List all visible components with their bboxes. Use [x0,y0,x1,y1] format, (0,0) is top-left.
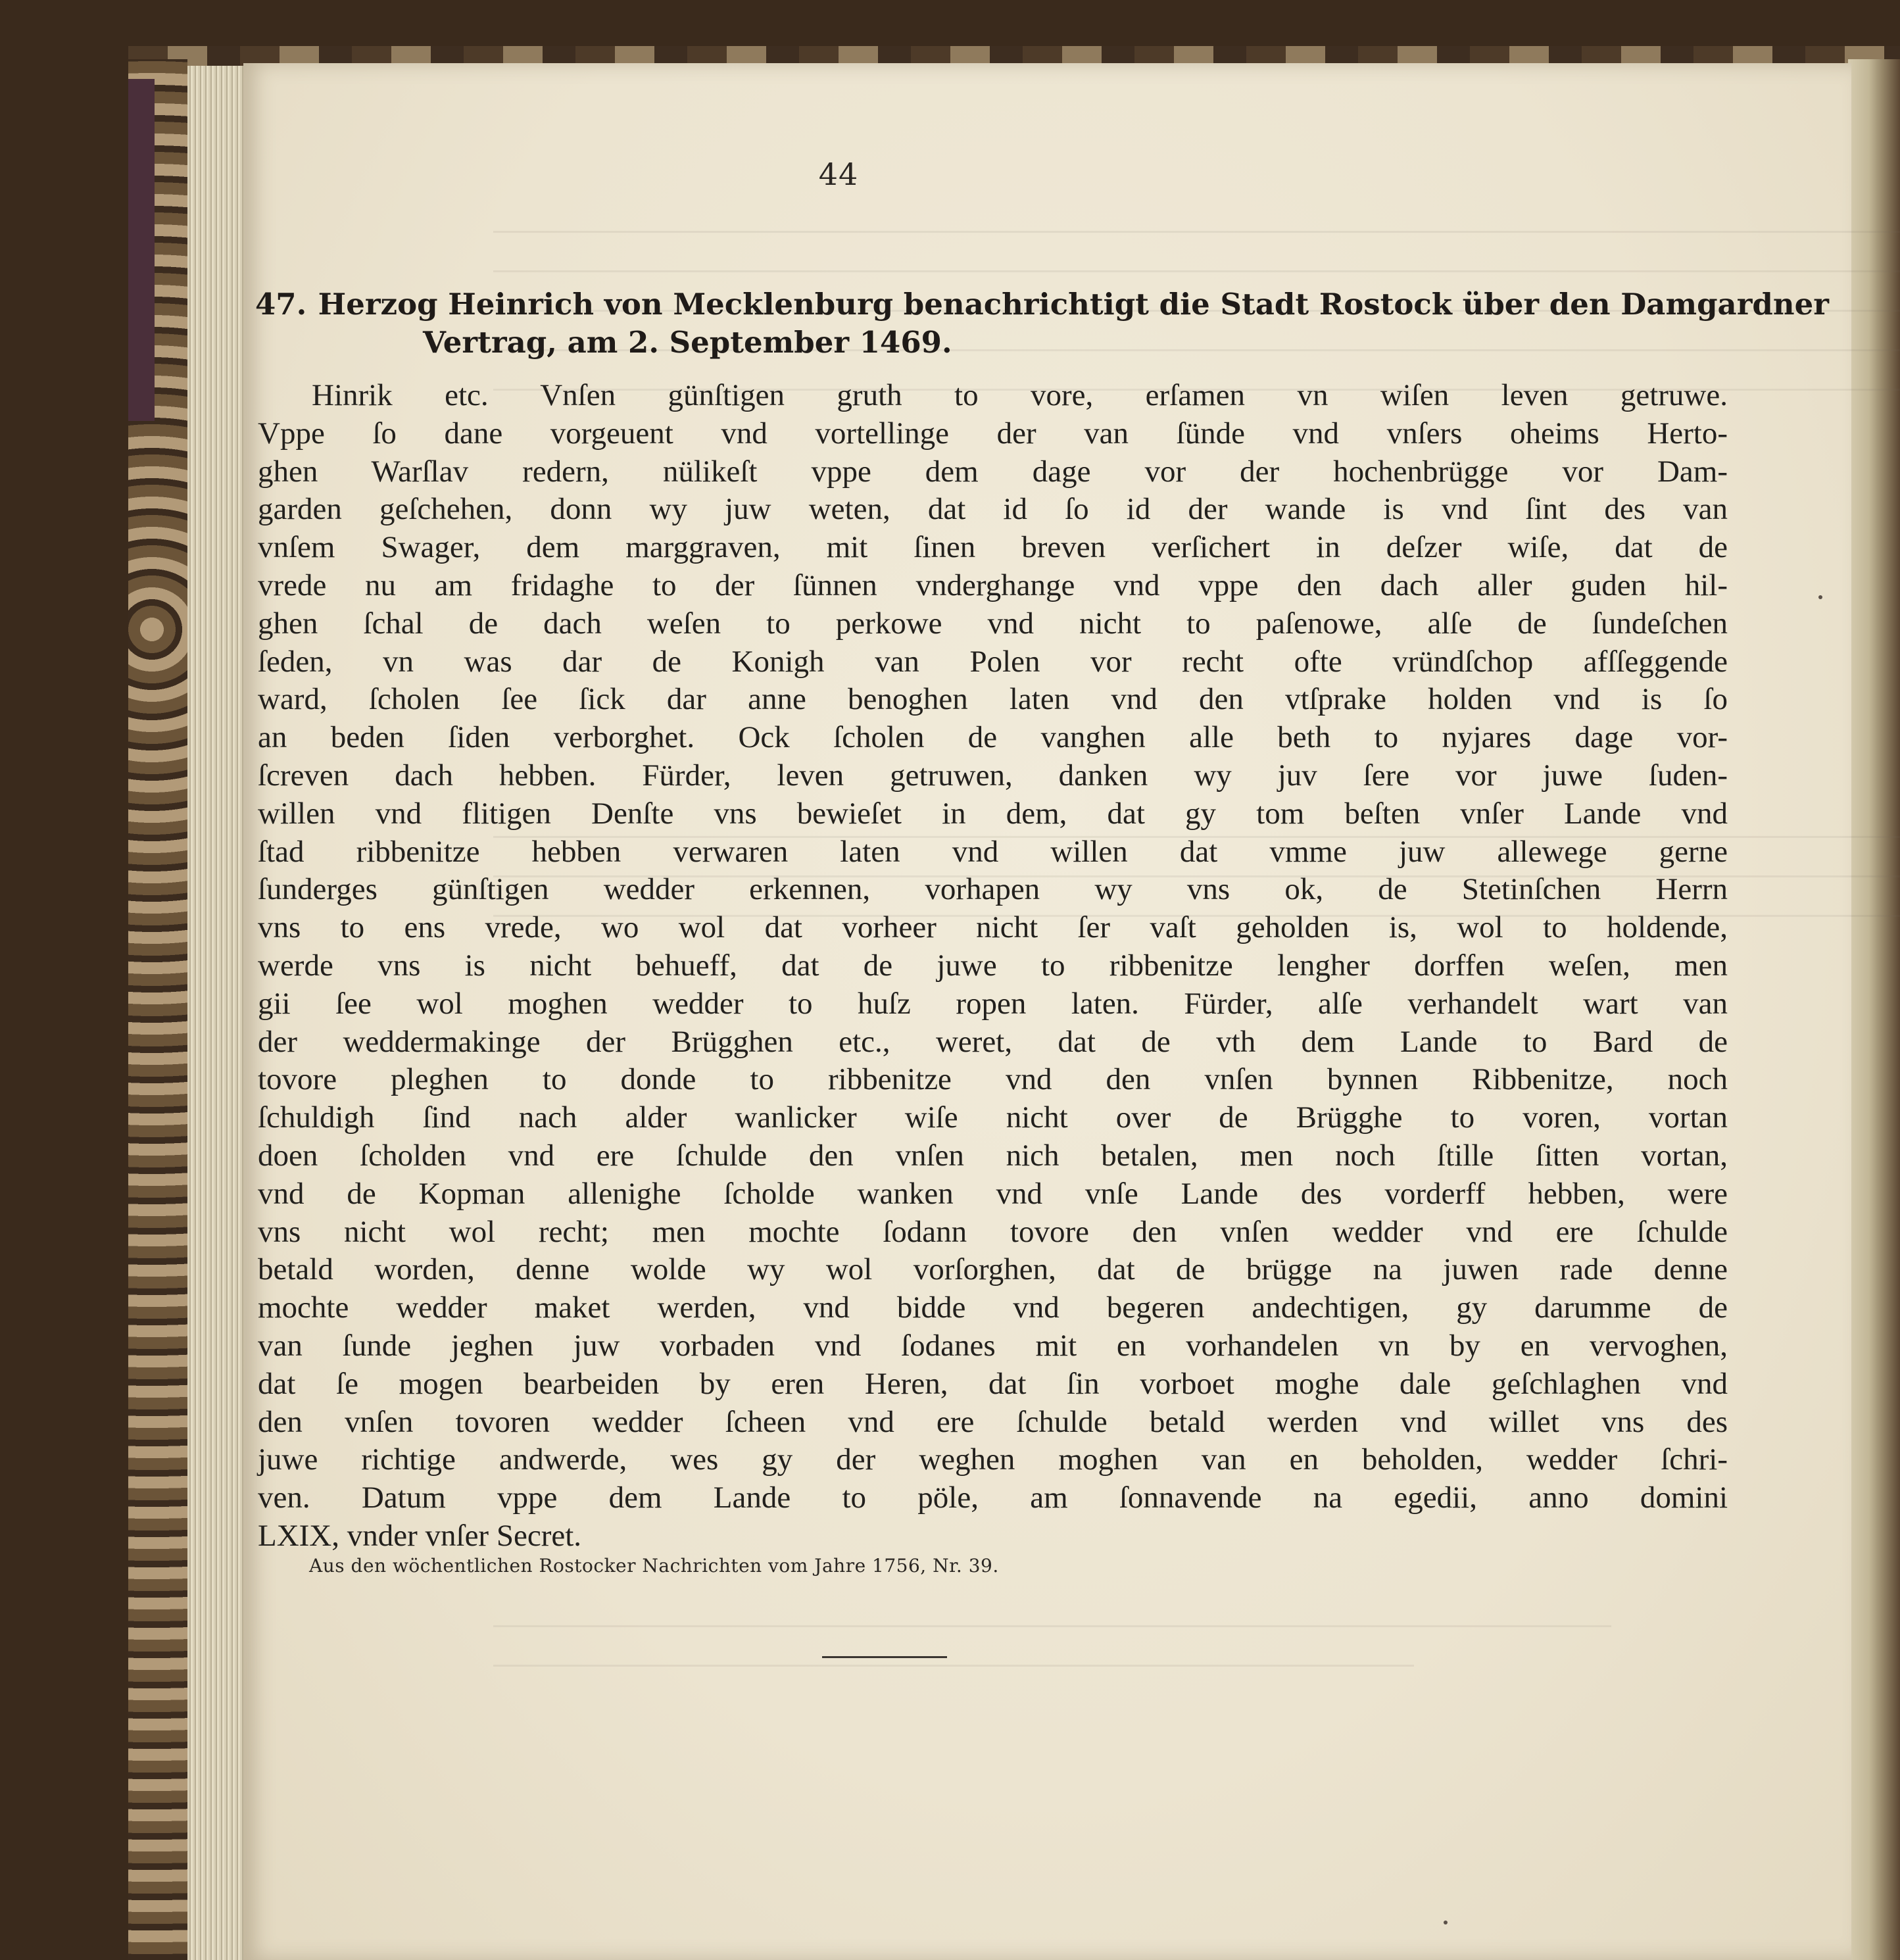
body-line: der weddermakinge der Brügghen etc., weret, dat de vth dem Lande to Bard de [258,1024,1728,1059]
body-line: garden geſchehen, donn wy juw weten, dat id ſo id der wande is vnd ſint des van [258,492,1728,527]
spine-corner [128,79,155,421]
body-line: juwe richtige andwerde, wes gy der weghen moghen van en beholden, wedder ſchri- [258,1442,1728,1477]
body-line: dat ſe mogen bearbeiden by eren Heren, dat ſin vorboet moghe dale geſchlaghen vnd [258,1366,1728,1401]
body-line: LXIX, vnder vnſer Secret. [258,1518,582,1553]
body-line: mochte wedder maket werden, vnd bidde vnd begeren andechtigen, gy darumme de [258,1290,1728,1325]
body-line: ward, ſcholen ſee ſick dar anne benoghen laten vnd den vtſprake holden vnd is ſo [258,682,1728,717]
body-line: vnd de Kopman allenighe ſcholde wanken vnd vnſe Lande des vorderff hebben, were [258,1176,1728,1211]
heading-line-1 [255,285,1829,324]
body-line: ſtad ribbenitze hebben verwaren laten vnd willen dat vmme juw allewege gerne [258,834,1728,869]
paper-speck [1818,595,1822,599]
body-line: ven. Datum vppe dem Lande to pöle, am ſonnavende na egedii, anno domini [258,1481,1728,1515]
document-heading [255,285,1829,362]
body-line: Vppe ſo dane vorgeuent vnd vortellinge der van ſünde vnd vnſers oheims Herto- [258,416,1728,451]
page-stack-edges [187,66,247,1960]
right-board-edge [1848,59,1900,1960]
body-line: Hinrik etc. Vnſen günſtigen gruth to vore, erſamen vn wiſen leven getruwe. [312,378,1728,412]
body-line: vnſem Swager, dem marggraven, mit ſinen breven verſichert in deſzer wiſe, dat de [258,530,1728,565]
body-line: werde vns is nicht behueff, dat de juwe to ribbenitze lengher dorffen weſen, men [258,948,1728,983]
body-line: vns nicht wol recht; men mochte ſodann tovore den vnſen wedder vnd ere ſchulde [258,1214,1728,1249]
body-line: ſcreven dach hebben. Fürder, leven getruwen, danken wy juv ſere vor juwe ſuden- [258,758,1728,793]
source-citation: Aus den wöchentlichen Rostocker Nachrichten vom Jahre 1756, Nr. 39. [309,1555,999,1577]
body-line: gii ſee wol moghen wedder to huſz ropen laten. Fürder, alſe verhandelt wart van [258,986,1728,1021]
body-line: den vnſen tovoren wedder ſcheen vnd ere ſchulde betald werden vnd willet vns des [258,1404,1728,1439]
body-line: doen ſcholden vnd ere ſchulde den vnſen nich betalen, men noch ſtille ſitten vortan, [258,1138,1728,1173]
body-line: willen vnd flitigen Denſte vns bewieſet in dem, dat gy tom beſten vnſer Lande vnd [258,796,1728,831]
body-line: ghen Warſlav redern, nülikeſt vppe dem dage vor der hochenbrügge vor Dam- [258,454,1728,489]
section-divider [822,1656,947,1658]
body-line: ghen ſchal de dach weſen to perkowe vnd nicht to paſenowe, alſe de ſundeſchen [258,606,1728,641]
document-body [258,377,1728,1556]
body-line: ſeden, vn was dar de Konigh van Polen vor recht ofte vründſchop afſſeggende [258,644,1728,679]
body-line: ſchuldigh ſind nach alder wanlicker wiſe nicht over de Brügghe to voren, vortan [258,1100,1728,1135]
body-line: ſunderges günſtigen wedder erkennen, vorhapen wy vns ok, de Stetinſchen Herrn [258,872,1728,907]
heading-title: Herzog Heinrich von Mecklenburg benachrichtigt die Stadt Rostock über den Damgardner [318,287,1829,322]
body-line: vns to ens vrede, wo wol dat vorheer nicht ſer vaſt geholden is, wol to holdende, [258,910,1728,945]
document-number: 47. [255,287,307,322]
body-line: vrede nu am fridaghe to der ſünnen vnderghange vnd vppe den dach aller guden hil- [258,568,1728,602]
page-number: 44 [818,157,859,192]
body-line: van ſunde jeghen juw vorbaden vnd ſodanes mit en vorhandelen vn by en vervoghen, [258,1328,1728,1363]
heading-line-2: Vertrag, am 2. September 1469. [423,325,952,360]
body-line: an beden ſiden verborghet. Ock ſcholen de vanghen alle beth to nyjares dage vor- [258,720,1728,755]
body-line: tovore pleghen to donde to ribbenitze vnd den vnſen bynnen Ribbenitze, noch [258,1062,1728,1097]
body-line: betald worden, denne wolde wy wol vorſorghen, dat de brügge na juwen rade denne [258,1252,1728,1287]
paper-speck [1444,1921,1448,1924]
